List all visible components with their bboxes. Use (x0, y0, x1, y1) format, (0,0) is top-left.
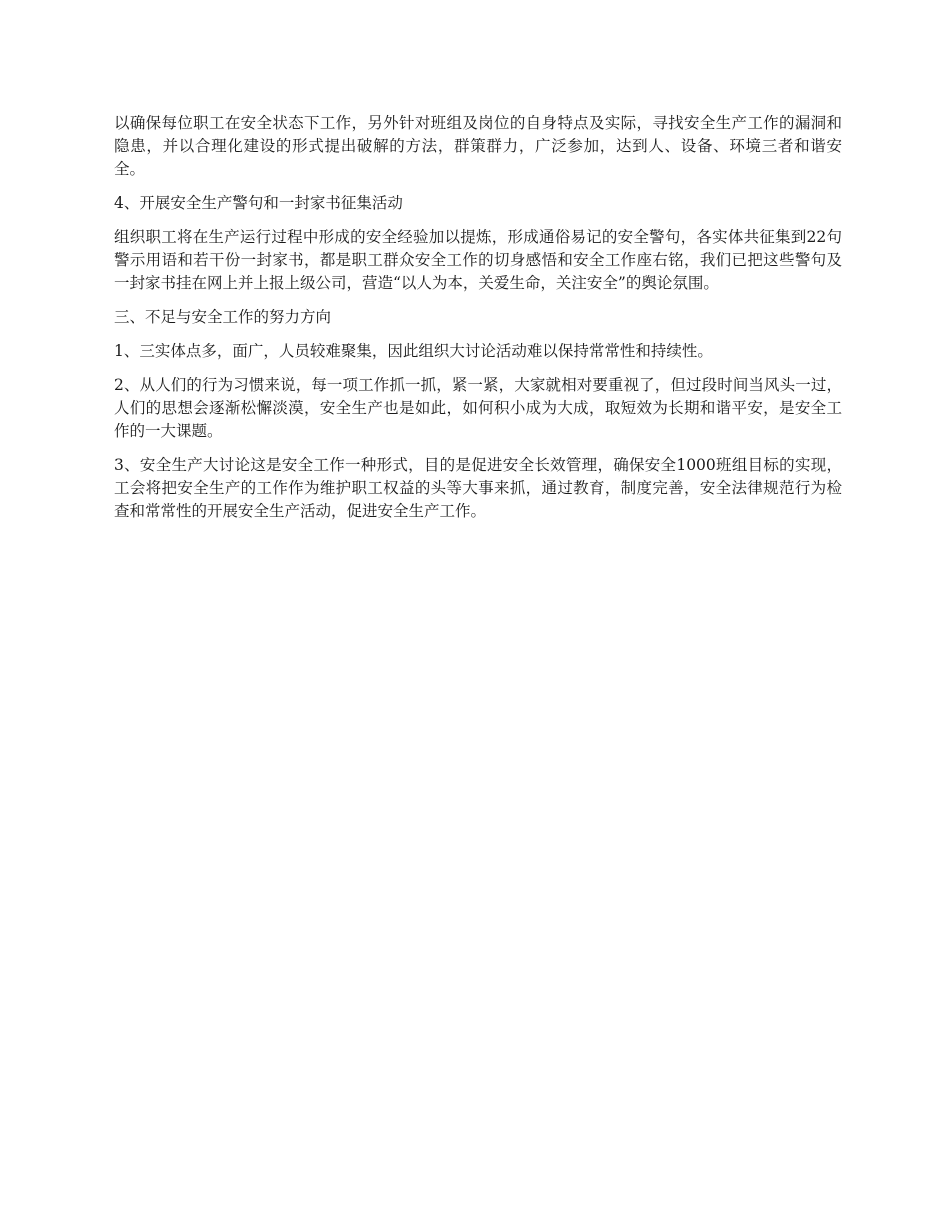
paragraph-point-2: 2、从人们的行为习惯来说，每一项工作抓一抓，紧一紧，大家就相对要重视了，但过段时间当风头一过，人们的思想会逐渐松懈淡漠，安全生产也是如此，如何积小成为大成，取短效为长期和谐平安，是安全工作的一大课题。 (114, 376, 842, 440)
paragraph-continuation: 以确保每位职工在安全状态下工作，另外针对班组及岗位的自身特点及实际，寻找安全生产工作的漏洞和隐患，并以合理化建设的形式提出破解的方法，群策群力，广泛参加，达到人、设备、环境三者和谐安全。 (114, 114, 842, 178)
paragraph-point-3: 3、安全生产大讨论这是安全工作一种形式，目的是促进安全长效管理，确保安全1000班组目标的实现，工会将把安全生产的工作作为维护职工权益的头等大事来抓，通过教育，制度完善，安全法律规范行为检查和常常性的开展安全生产活动，促进安全生产工作。 (114, 456, 842, 520)
document-body (114, 112, 842, 534)
paragraph-point-1: 1、三实体点多，面广，人员较难聚集，因此组织大讨论活动难以保持常常性和持续性。 (114, 342, 713, 360)
paragraph-slogan-activity: 组织职工将在生产运行过程中形成的安全经验加以提炼，形成通俗易记的安全警句，各实体共征集到22句警示用语和若干份一封家书，都是职工群众安全工作的切身感悟和安全工作座右铭，我们已把这些警句及一封家书挂在网上并上报上级公司，营造“以人为本，关爱生命，关注安全”的舆论氛围。 (114, 228, 842, 292)
heading-item-4: 4、开展安全生产警句和一封家书征集活动 (114, 194, 403, 212)
section-heading-3: 三、不足与安全工作的努力方向 (114, 308, 332, 326)
